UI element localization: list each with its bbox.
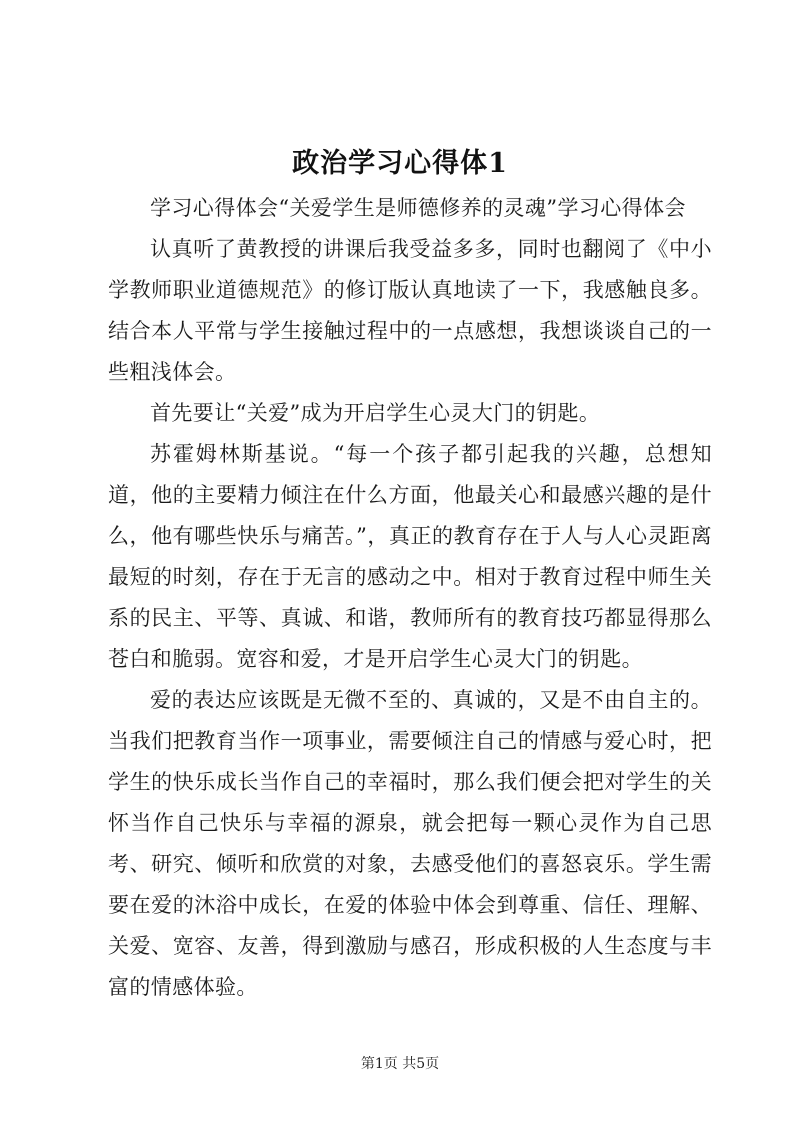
paragraph-intro: 认真听了黄教授的讲课后我受益多多，同时也翻阅了《中小学教师职业道德规范》的修订版认真地读了一下，我感触良多。结合本人平常与学生接触过程中的一点感想，我想谈谈自己的一些粗浅体会。 xyxy=(108,237,712,384)
page-title: 政治学习心得体1 xyxy=(292,148,508,179)
paragraph-heading-care: 首先要让“关爱”成为开启学生心灵大门的钥匙。 xyxy=(150,401,601,425)
paragraph-love: 爱的表达应该既是无微不至的、真诚的，又是不由自主的。当我们把教育当作一项事业，需要倾注自己的情感与爱心时，把学生的快乐成长当作自己的幸福时，那么我们便会把对学生的关怀当作自己快乐与幸福的源泉，就会把每一颗心灵作为自己思考、研究、倾听和欣赏的对象，去感受他们的喜怒哀乐。学生需要在爱的沐浴中成长，在爱的体验中体会到尊重、信任、理解、关爱、宽容、友善，得到激励与感召，形成积极的人生态度与丰富的情感体验。 xyxy=(108,688,712,999)
paragraph-quote: 苏霍姆林斯基说。“每一个孩子都引起我的兴趣，总想知道，他的主要精力倾注在什么方面，他最关心和最感兴趣的是什么，他有哪些快乐与痛苦。”，真正的教育存在于人与人心灵距离最短的时刻，存在于无言的感动之中。相对于教育过程中师生关系的民主、平等、真诚、和谐，教师所有的教育技巧都显得那么苍白和脆弱。宽容和爱，才是开启学生心灵大门的钥匙。 xyxy=(108,442,712,671)
paragraph-subtitle: 学习心得体会“关爱学生是师德修养的灵魂”学习心得体会 xyxy=(150,196,686,220)
document-body xyxy=(108,188,712,1008)
page-footer: 第1页 共5页 xyxy=(360,1056,440,1072)
